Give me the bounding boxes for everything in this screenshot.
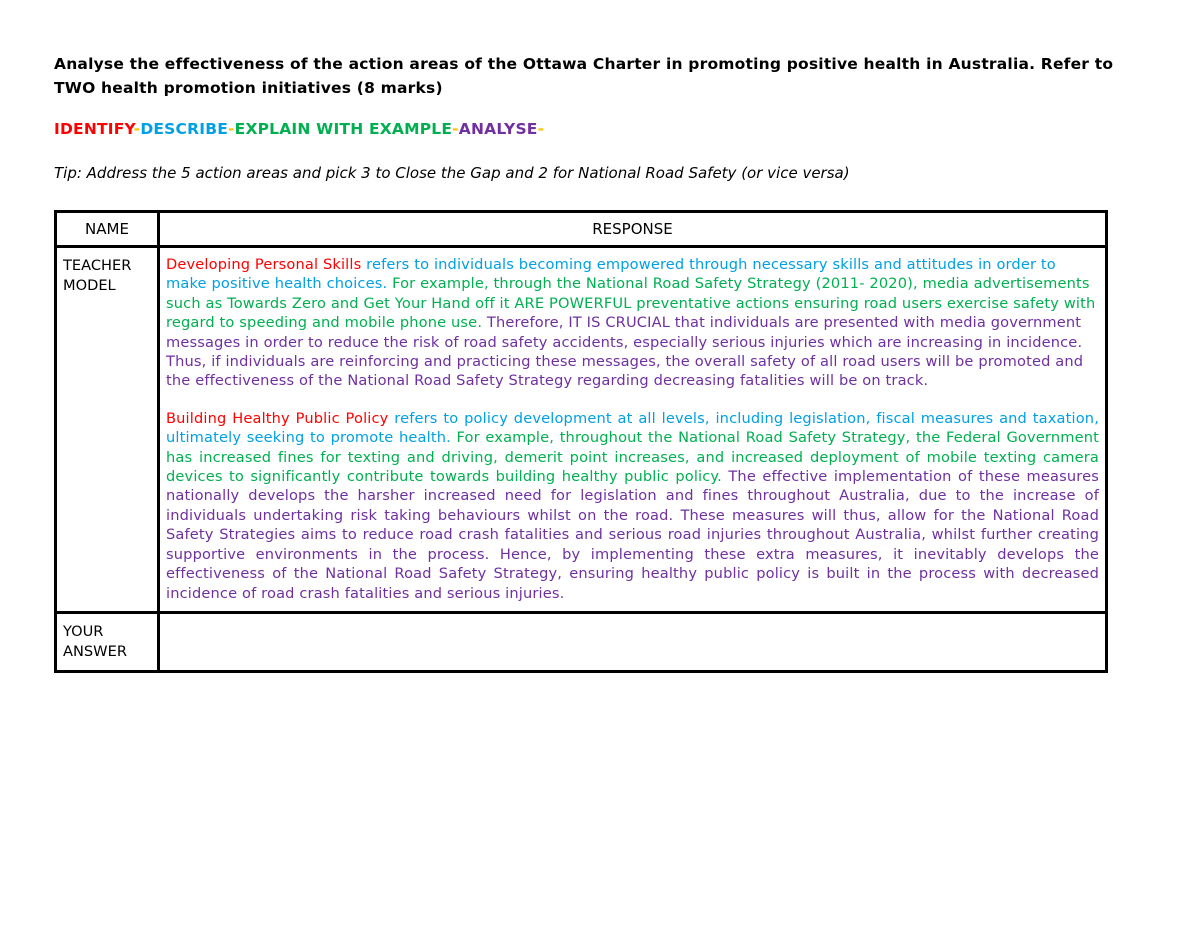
- legend-analyse: ANALYSE: [458, 120, 538, 138]
- tip-text: Tip: Address the 5 action areas and pick 3 to Close the Gap and 2 for National Road Safety (or vice versa): [54, 164, 850, 182]
- describe-text: refers to individuals becoming empowered through necessary skills and attitudes in order to make positive health choices.: [166, 256, 1056, 293]
- legend-identify: IDENTIFY: [54, 120, 134, 138]
- legend-dash: -: [452, 120, 459, 138]
- teacher-model-response: [159, 247, 1107, 613]
- legend-dash: -: [537, 120, 545, 138]
- teacher-model-label: TEACHER MODEL: [56, 247, 159, 613]
- explain-text: For example, throughout the National Road Safety Strategy, the Federal Government has increased fines for texting and driving, demerit point increases, and increased deployment of mobile texting camera devices to significantly contribute towards building healthy public policy.: [166, 429, 1099, 486]
- legend-describe: DESCRIBE: [140, 120, 229, 138]
- identify-text: Developing Personal Skills: [166, 256, 362, 273]
- paragraph-developing-personal-skills: [166, 255, 1099, 391]
- legend-explain: EXPLAIN WITH EXAMPLE: [234, 120, 453, 138]
- describe-text: refers to policy development at all levels, including legislation, fiscal measures and taxation, ultimately seeking to promote health.: [166, 409, 1099, 447]
- colour-legend: [54, 118, 1144, 140]
- legend-dash: -: [228, 120, 235, 138]
- your-answer-label: YOUR ANSWER: [56, 612, 159, 671]
- question-heading: Analyse the effectiveness of the action areas of the Ottawa Charter in promoting positive health in Australia. Refer to TWO health promotion initiatives (8 marks): [54, 55, 1114, 97]
- teacher-model-row: [56, 247, 1107, 613]
- table-header-row: [56, 212, 1107, 247]
- analyse-text: Therefore, IT IS CRUCIAL that individuals are presented with media government messages in order to reduce the risk of road safety accidents, especially serious injuries which are increasing in incidence. Thus, if individuals are reinforcing and practicing these messages, the overall safety of all road users will be promoted and the effectiveness of the National Road Safety Strategy regarding decreasing fatalities will be on track.: [166, 314, 1084, 390]
- document-page: [54, 52, 1144, 660]
- response-column-header: RESPONSE: [159, 212, 1107, 247]
- response-table: [54, 210, 1108, 673]
- paragraph-building-healthy-public-policy: [166, 409, 1099, 603]
- explain-text: For example, through the National Road Safety Strategy (2011- 2020), media advertisements such as Towards Zero and Get Your Hand off it ARE POWERFUL preventative actions ensuring road users exercise safety with regard to speeding and mobile phone use.: [166, 275, 1096, 332]
- name-column-header: NAME: [56, 212, 159, 247]
- identify-text: Building Healthy Public Policy: [166, 409, 389, 427]
- legend-dash: -: [133, 120, 141, 138]
- your-answer-row: [56, 612, 1107, 671]
- analyse-text: The effective implementation of these measures nationally develops the harsher increased need for legislation and fines throughout Australia, due to the increase of individuals undertaking risk taking behaviours whilst on the road. These measures will thus, allow for the National Road Safety Strategies aims to reduce road crash fatalities and serious road injuries throughout Australia, whilst further creating supportive environments in the process. Hence, by implementing these extra measures, it inevitably develops the effectiveness of the National Road Safety Strategy, ensuring healthy public policy is built in the process with decreased incidence of road crash fatalities and serious injuries.: [166, 468, 1099, 602]
- your-answer-response[interactable]: [159, 612, 1107, 671]
